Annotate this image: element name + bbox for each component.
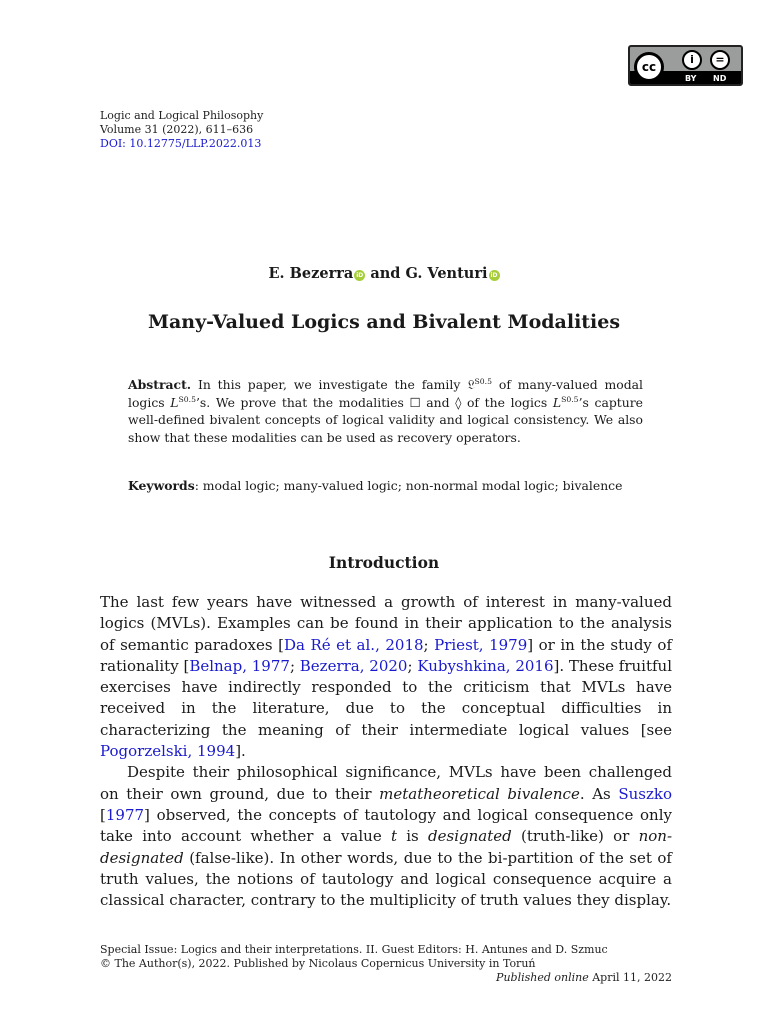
orcid-icon[interactable]: iD bbox=[490, 272, 498, 279]
text: ; bbox=[423, 635, 435, 654]
text: ; bbox=[289, 656, 300, 675]
text: (false-like). In other words, due to the bi-partition of the set of truth values, the notions of tautology and logical consequence acquire a classical character, contrary to the multiplicity of truth values they display. bbox=[100, 848, 672, 910]
keywords bbox=[128, 477, 643, 495]
published-date: April 11, 2022 bbox=[588, 971, 672, 984]
abstract-text: of many-valued modal logics bbox=[128, 377, 643, 410]
emphasis: non-designated bbox=[100, 827, 673, 867]
text: . As bbox=[579, 784, 619, 803]
footer bbox=[100, 943, 672, 985]
cc-license-badge[interactable] bbox=[628, 45, 743, 86]
authors-conjunction: and bbox=[365, 265, 406, 282]
text: is bbox=[397, 827, 429, 846]
published-label: Published online bbox=[496, 971, 589, 984]
paragraph-1 bbox=[100, 592, 672, 762]
superscript: S0.5 bbox=[561, 394, 579, 404]
citation-link[interactable]: Bezerra, 2020 bbox=[299, 656, 408, 675]
emphasis: metatheoretical bivalence bbox=[379, 784, 580, 803]
citation-link[interactable]: Pogorzelski, 1994 bbox=[100, 742, 236, 761]
creative-commons-icon: cc bbox=[634, 52, 664, 82]
text: ] observed, the concepts of tautology and logical consequence only take into account whether a value bbox=[100, 805, 672, 846]
citation-link[interactable]: Suszko bbox=[618, 784, 672, 803]
text: [ bbox=[100, 805, 106, 824]
citation-link[interactable]: Belnap, 1977 bbox=[189, 656, 290, 675]
publication-date bbox=[100, 971, 672, 985]
emphasis: designated bbox=[428, 827, 512, 846]
no-derivatives-icon: = bbox=[710, 50, 730, 70]
text: The last few years have witnessed a growth of interest in many-valued logics (MVLs). Examples can be found in their application to the analysis of semantic paradoxes [ bbox=[100, 593, 672, 654]
citation-link[interactable]: 1977 bbox=[105, 805, 145, 824]
paper-title: Many-Valued Logics and Bivalent Modalities bbox=[147, 311, 621, 333]
special-issue-note: Special Issue: Logics and their interpretations. II. Guest Editors: H. Antunes and D. Szmuc bbox=[100, 943, 608, 956]
text: (truth-like) or bbox=[511, 827, 639, 846]
abstract bbox=[128, 376, 643, 446]
logic-symbol: L bbox=[552, 394, 562, 410]
paragraph-2 bbox=[100, 762, 672, 911]
by-label: BY bbox=[685, 74, 697, 83]
nd-label: ND bbox=[713, 74, 727, 83]
attribution-icon: i bbox=[682, 50, 702, 70]
keywords-text: : modal logic; many-valued logic; non-normal modal logic; bivalence bbox=[194, 478, 623, 493]
orcid-icon[interactable]: iD bbox=[356, 272, 364, 279]
citation-link[interactable]: Da Ré et al., 2018 bbox=[283, 635, 424, 654]
journal-name: Logic and Logical Philosophy bbox=[100, 109, 264, 122]
logic-symbol: L bbox=[170, 394, 179, 410]
keywords-label: Keywords bbox=[128, 478, 195, 493]
author-venturi: G. Venturi bbox=[405, 265, 488, 282]
variable: t bbox=[390, 827, 397, 846]
author-bezerra: E. Bezerra bbox=[268, 265, 354, 282]
abstract-text: ’s. We prove that the modalities ☐ and ◊ of the logics bbox=[195, 394, 553, 410]
text: ]. These fruitful exercises have indirectly responded to the criticism that MVLs have received in the literature, due to the conceptual difficulties in characterizing the meaning of their intermediate logical values [see bbox=[100, 656, 673, 739]
family-symbol: 𝔏 bbox=[467, 377, 475, 392]
citation-link[interactable]: Kubyshkina, 2016 bbox=[417, 656, 554, 675]
journal-volume: Volume 31 (2022), 611–636 bbox=[100, 123, 254, 136]
body-text bbox=[100, 592, 672, 911]
abstract-text: In this paper, we investigate the family bbox=[191, 377, 468, 392]
copyright-note: © The Author(s), 2022. Published by Nicolaus Copernicus University in Toruń bbox=[100, 957, 536, 970]
section-heading: Introduction bbox=[328, 553, 440, 572]
superscript: S0.5 bbox=[178, 394, 196, 404]
authors bbox=[0, 265, 768, 282]
superscript: S0.5 bbox=[474, 376, 493, 386]
abstract-text: ’s capture well-defined bivalent concepts of logical validity and logical consistency. We also show that these modalities can be used as recovery operators. bbox=[128, 394, 643, 445]
text: ; bbox=[407, 656, 418, 675]
doi-link[interactable]: DOI: 10.12775/LLP.2022.013 bbox=[100, 137, 262, 150]
abstract-label: Abstract. bbox=[128, 377, 192, 392]
journal-info bbox=[100, 109, 263, 151]
citation-link[interactable]: Priest, 1979 bbox=[434, 635, 528, 654]
text: Despite their philosophical significance, MVLs have been challenged on their own ground, due to their bbox=[100, 763, 672, 803]
text: ] or in the study of rationality [ bbox=[100, 635, 672, 675]
text: ]. bbox=[235, 742, 246, 761]
